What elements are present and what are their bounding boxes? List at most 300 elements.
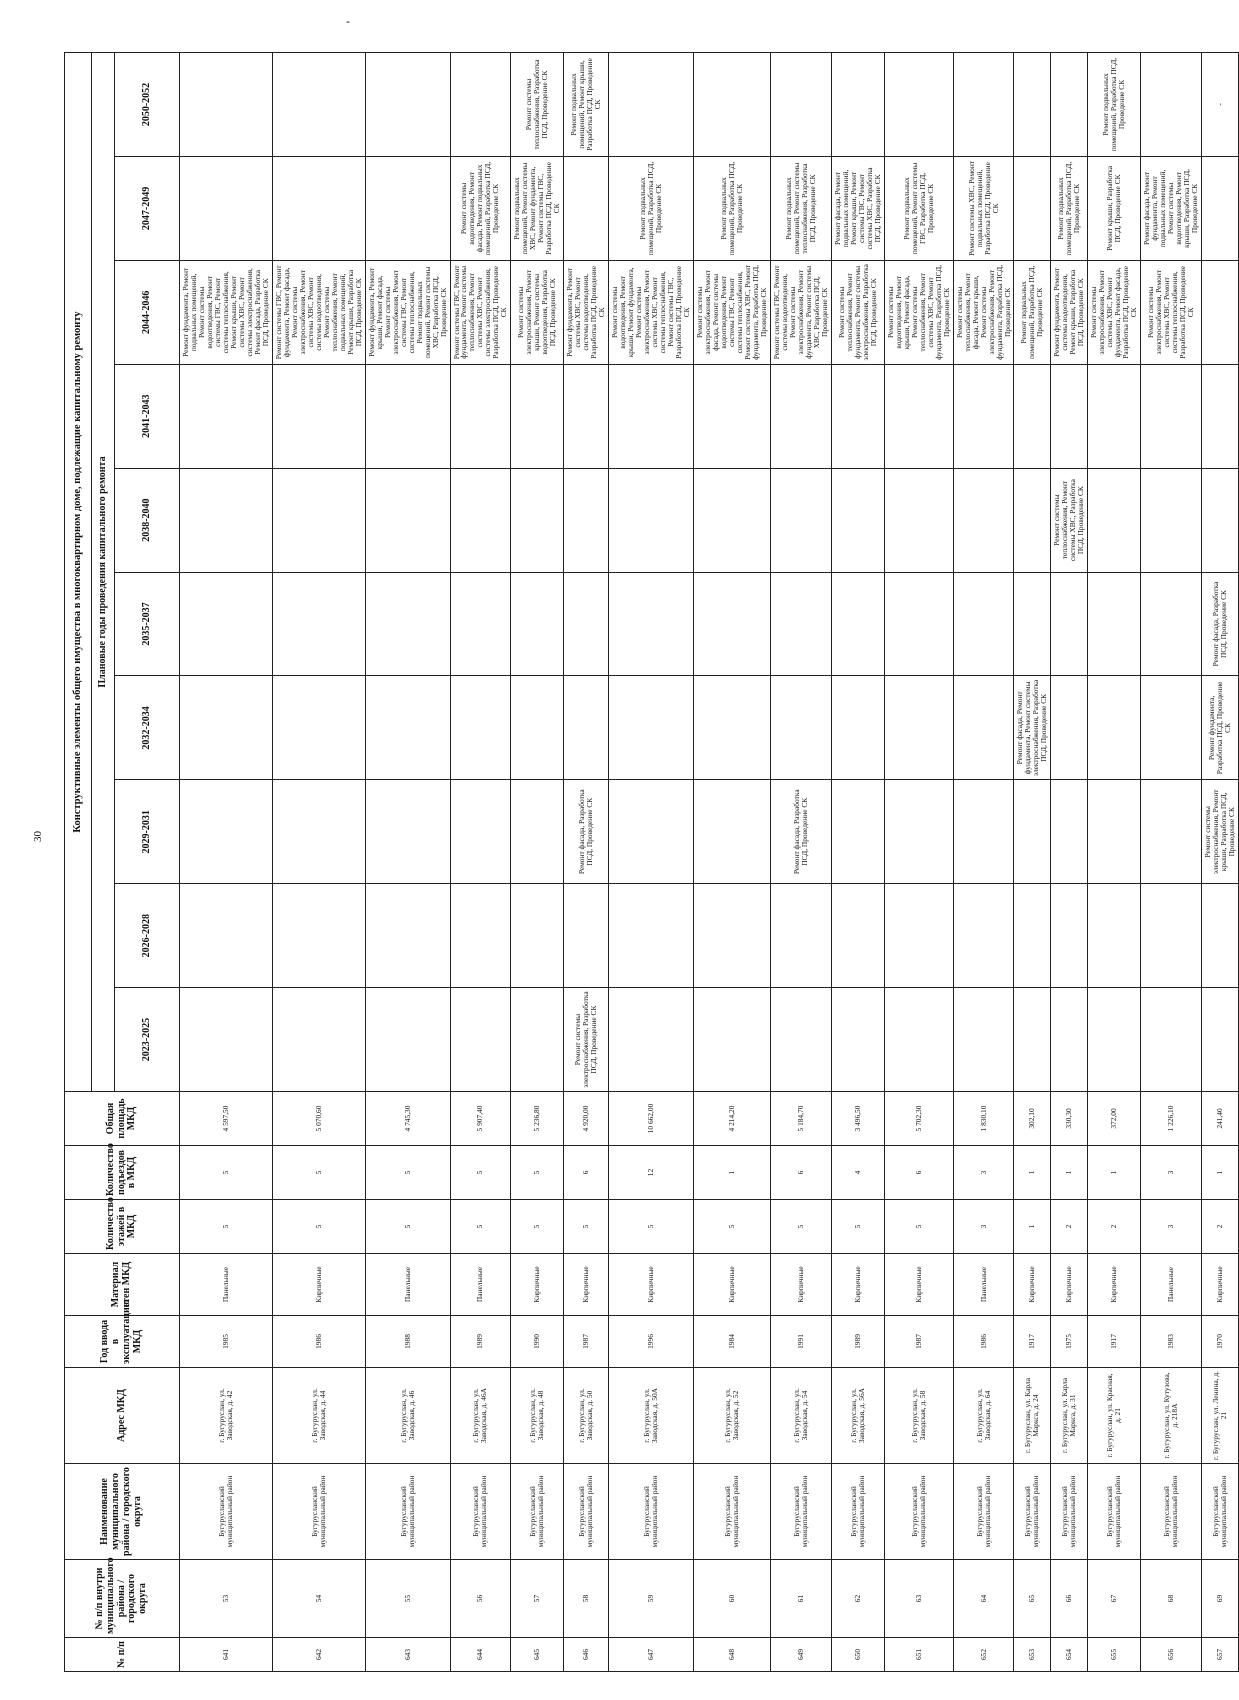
cell-period-works: [694, 468, 771, 572]
cell-period-works: [694, 572, 771, 676]
cell-material: Кирпичные: [272, 1254, 365, 1316]
cell-entrances: 1: [694, 1146, 771, 1200]
cell-period-works: [180, 364, 273, 468]
cell-period-works: [365, 156, 450, 260]
table-row: [609, 53, 694, 1672]
cell-period-works: [1202, 988, 1239, 1092]
cell-period-works: [272, 988, 365, 1092]
col-header-district: Наименование муниципального района / городского округа: [65, 1464, 180, 1560]
cell-period-works: [365, 364, 450, 468]
cell-period-works: [694, 53, 771, 157]
cell-district: Бугурусланский муниципальный район: [953, 1464, 1014, 1560]
cell-period-works: [511, 988, 564, 1092]
cell-period-works: [1014, 53, 1051, 157]
cell-period-works: [953, 468, 1014, 572]
cell-period-works: [1141, 572, 1202, 676]
cell-material: Кирпичные: [1051, 1254, 1088, 1316]
cell-period-works: [272, 676, 365, 780]
cell-entrances: 12: [609, 1146, 694, 1200]
cell-period-works: [953, 676, 1014, 780]
cell-year: 1987: [884, 1316, 953, 1368]
cell-period-works: [272, 780, 365, 884]
rotated-table-container: [64, 52, 1237, 1672]
cell-district: Бугурусланский муниципальный район: [272, 1464, 365, 1560]
cell-area: 4 597,50: [180, 1092, 273, 1146]
cell-period-works: Ремонт подвальных помещений, Разработка ПСД, Проведение СК: [1014, 260, 1051, 364]
cell-no: 652: [953, 1638, 1014, 1672]
cell-period-works: [272, 156, 365, 260]
cell-district: Бугурусланский муниципальный район: [180, 1464, 273, 1560]
cell-period-works: [564, 676, 609, 780]
table-row: [272, 53, 365, 1672]
cell-period-works: [1014, 780, 1051, 884]
cell-no: 649: [770, 1638, 831, 1672]
cell-period-works: [180, 988, 273, 1092]
cell-period-works: [450, 884, 511, 988]
cell-address: г. Бугуруслан, ул. Заводская, д. 42: [180, 1368, 273, 1464]
cell-period-works: [180, 676, 273, 780]
cell-period-works: Ремонт подвальных помещений, Разработка ПСД, Проведение СК: [1088, 53, 1141, 157]
table-row: [770, 53, 831, 1672]
cell-period-works: [831, 988, 884, 1092]
cell-district: Бугурусланский муниципальный район: [609, 1464, 694, 1560]
cell-year: 1990: [511, 1316, 564, 1368]
cell-period-works: [770, 468, 831, 572]
cell-period-works: Ремонт фундамента, Ремонт системы ХВС, Ремонт системы водоотведения, Разработка ПСД, Проведение СК: [564, 260, 609, 364]
cell-floors: 5: [564, 1200, 609, 1254]
cell-period-works: Ремонт фундамента, Ремонт крыши, Ремонт фасада, Ремонт системы электроснабжения, Ремонт системы ГВС, Ремонт системы теплоснабжения, Ремонт подвальных помещений, Ремонт системы ХВС, Разработка ПСД, Проведение СК: [365, 260, 450, 364]
cell-period-works: [450, 572, 511, 676]
cell-floors: 5: [770, 1200, 831, 1254]
cell-period-works: Ремонт подвальных помещений, Разработка ПСД, Проведение СК: [1051, 156, 1088, 260]
cell-period-works: [511, 780, 564, 884]
cell-period-works: [272, 468, 365, 572]
cell-address: г. Бугуруслан, ул. Ленина, д. 21: [1202, 1368, 1239, 1464]
cell-floors: 5: [694, 1200, 771, 1254]
cell-period-works: [1051, 780, 1088, 884]
cell-address: г. Бугуруслан, ул. Красная, д. 21: [1088, 1368, 1141, 1464]
cell-year: 1970: [1202, 1316, 1239, 1368]
cell-area: 4 745,30: [365, 1092, 450, 1146]
cell-period-works: [272, 884, 365, 988]
cell-material: Кирпичные: [564, 1254, 609, 1316]
cell-period-works: Ремонт подвальных помещений, Ремонт системы ГВС, Разработка ПСД, Проведение СК: [884, 156, 953, 260]
cell-period-works: [609, 572, 694, 676]
cell-period-works: [1051, 572, 1088, 676]
cell-period-works: Ремонт фасада, Разработка ПСД, Проведение СК: [564, 780, 609, 884]
cell-period-works: Ремонт системы водоотведения, Ремонт фасада, Ремонт подвальных помещений, Разработка ПСД, Проведение СК: [450, 156, 511, 260]
cell-district: Бугурусланский муниципальный район: [831, 1464, 884, 1560]
cell-inner-no: 61: [770, 1560, 831, 1638]
cell-floors: 5: [511, 1200, 564, 1254]
cell-period-works: [1051, 53, 1088, 157]
col-header-entrances: Количество подъездов в МКД: [65, 1146, 180, 1200]
cell-period-works: [1088, 676, 1141, 780]
cell-entrances: 1: [1051, 1146, 1088, 1200]
col-header-material: Материал стен МКД: [65, 1254, 180, 1316]
cell-period-works: [831, 572, 884, 676]
cell-inner-no: 62: [831, 1560, 884, 1638]
cell-period-works: [180, 572, 273, 676]
table-row: [953, 53, 1014, 1672]
cell-entrances: 5: [511, 1146, 564, 1200]
cell-district: Бугурусланский муниципальный район: [511, 1464, 564, 1560]
cell-period-works: [884, 780, 953, 884]
cell-period-works: Ремонт системы теплоснабжения, Ремонт фундамента, Ремонт системы электроснабжения, Разработка ПСД, Проведение СК: [831, 260, 884, 364]
cell-floors: 5: [272, 1200, 365, 1254]
cell-inner-no: 64: [953, 1560, 1014, 1638]
cell-period-works: [365, 780, 450, 884]
cell-period-works: Ремонт системы теплоснабжения, Разработка ПСД, Проведение СК: [511, 53, 564, 157]
cell-period-works: Ремонт системы электроснабжения, Разработка ПСД, Проведение СК: [564, 988, 609, 1092]
table-row: [564, 53, 609, 1672]
cell-period-works: [953, 53, 1014, 157]
cell-entrances: 3: [953, 1146, 1014, 1200]
cell-material: Кирпичные: [1014, 1254, 1051, 1316]
cell-period-works: [831, 884, 884, 988]
cell-period-works: [450, 676, 511, 780]
cell-period-works: [1088, 884, 1141, 988]
cell-period-works: Ремонт подвальных помещений, Ремонт крыши, Разработка ПСД, Проведение СК: [564, 53, 609, 157]
cell-district: Бугурусланский муниципальный район: [884, 1464, 953, 1560]
cell-address: г. Бугуруслан, ул. Заводская, д. 50А: [609, 1368, 694, 1464]
cell-no: 647: [609, 1638, 694, 1672]
cell-area: 1 830,10: [953, 1092, 1014, 1146]
cell-material: Кирпичные: [884, 1254, 953, 1316]
table-title: Конструктивные элементы общего имущества в многоквартирном доме, подлежащие капитальному ремонту: [65, 53, 92, 1092]
cell-period-works: [450, 468, 511, 572]
cell-period-works: [770, 572, 831, 676]
cell-floors: 2: [1202, 1200, 1239, 1254]
cell-district: Бугурусланский муниципальный район: [1141, 1464, 1202, 1560]
cell-entrances: 6: [884, 1146, 953, 1200]
cell-period-works: Ремонт системы теплоснабжения, Ремонт системы ХВС, Разработка ПСД, Проведение СК: [1051, 468, 1088, 572]
cell-address: г. Бугуруслан, ул. Заводская, д. 46: [365, 1368, 450, 1464]
cell-floors: 5: [365, 1200, 450, 1254]
cell-area: 5 070,60: [272, 1092, 365, 1146]
cell-period-works: Ремонт системы водоотведения, Ремонт крыши, Ремонт фундамента, Ремонт системы электроснабжения, Ремонт системы ХВС, Ремонт системы теплоснабжения, Ремонт системы ГВС, Разработка ПСД, Проведение СК: [609, 260, 694, 364]
cell-period-works: Ремонт фасада, Разработка ПСД, Проведение СК: [1202, 572, 1239, 676]
cell-year: 1989: [450, 1316, 511, 1368]
cell-period-works: [770, 988, 831, 1092]
cell-year: 1989: [831, 1316, 884, 1368]
cell-period-works: [180, 468, 273, 572]
cell-year: 1917: [1088, 1316, 1141, 1368]
cell-period-works: [1051, 884, 1088, 988]
cell-period-works: [1014, 988, 1051, 1092]
cell-period-works: [694, 676, 771, 780]
cell-year: 1983: [1141, 1316, 1202, 1368]
top-mark: -: [346, 14, 350, 28]
cell-entrances: 5: [180, 1146, 273, 1200]
cell-period-works: [511, 468, 564, 572]
col-header-period: 2050-2052: [115, 53, 180, 157]
col-header-year: Год ввода в эксплуатацию МКД: [65, 1316, 180, 1368]
table-row: [180, 53, 273, 1672]
cell-period-works: [831, 780, 884, 884]
cell-inner-no: 53: [180, 1560, 273, 1638]
cell-period-works: [694, 364, 771, 468]
cell-period-works: Ремонт подвальных помещений, Разработка ПСД, Проведение СК: [694, 156, 771, 260]
cell-year: 1988: [365, 1316, 450, 1368]
cell-material: Кирпичные: [1202, 1254, 1239, 1316]
cell-period-works: [1088, 364, 1141, 468]
cell-floors: 5: [831, 1200, 884, 1254]
cell-address: г. Бугуруслан, ул. Карла Маркса, д. 24: [1014, 1368, 1051, 1464]
cell-period-works: [1202, 260, 1239, 364]
cell-area: 5 184,70: [770, 1092, 831, 1146]
cell-period-works: [770, 53, 831, 157]
cell-period-works: [180, 884, 273, 988]
col-header-no: № п/п: [65, 1638, 180, 1672]
cell-no: 651: [884, 1638, 953, 1672]
cell-period-works: [365, 884, 450, 988]
cell-period-works: [770, 364, 831, 468]
cell-period-works: Ремонт фундамента, Ремонт системы водоотведения, Ремонт крыши, Разработка ПСД, Проведение СК: [1051, 260, 1088, 364]
cell-period-works: [1141, 884, 1202, 988]
cell-period-works: [1141, 988, 1202, 1092]
cell-period-works: [365, 676, 450, 780]
cell-address: г. Бугуруслан, ул. Кутузова, д. 218А: [1141, 1368, 1202, 1464]
cell-period-works: Ремонт крыши, Разработка ПСД, Проведение СК: [1088, 156, 1141, 260]
cell-entrances: 6: [770, 1146, 831, 1200]
col-header-period: 2038-2040: [115, 468, 180, 572]
cell-period-works: [1088, 780, 1141, 884]
cell-period-works: [694, 884, 771, 988]
cell-period-works: [953, 572, 1014, 676]
cell-period-works: [953, 780, 1014, 884]
cell-district: Бугурусланский муниципальный район: [770, 1464, 831, 1560]
col-header-period: 2032-2034: [115, 676, 180, 780]
cell-period-works: [1141, 53, 1202, 157]
cell-entrances: 1: [1088, 1146, 1141, 1200]
cell-year: 1917: [1014, 1316, 1051, 1368]
cell-period-works: Ремонт системы электроснабжения, Ремонт фасада, Ремонт системы водоотведения, Ремонт системы ГВС, Ремонт системы теплоснабжения, Ремонт системы ХВС, Ремонт фундамента, Разработка ПСД, Проведение СК: [694, 260, 771, 364]
cell-floors: 5: [450, 1200, 511, 1254]
cell-no: 646: [564, 1638, 609, 1672]
cell-period-works: [564, 156, 609, 260]
cell-period-works: [511, 676, 564, 780]
cell-period-works: [450, 988, 511, 1092]
cell-period-works: Ремонт системы электроснабжения, Ремонт крыши, Ремонт системы водоотведения, Разработка ПСД, Проведение СК: [511, 260, 564, 364]
cell-period-works: [953, 364, 1014, 468]
cell-period-works: Ремонт системы ГВС, Ремонт фундамента, Ремонт системы теплоснабжения, Ремонт системы ХВС, Ремонт системы электроснабжения, Разработка ПСД, Проведение СК: [450, 260, 511, 364]
cell-floors: 2: [1088, 1200, 1141, 1254]
cell-period-works: [511, 364, 564, 468]
cell-period-works: [1014, 468, 1051, 572]
cell-address: г. Бугуруслан, ул. Заводская, д. 52: [694, 1368, 771, 1464]
cell-period-works: [831, 468, 884, 572]
cell-entrances: 1: [1202, 1146, 1239, 1200]
cell-period-works: Ремонт фундамента, Ремонт подвальных помещений, Ремонт системы водоотведения, Ремонт системы ГВС, Ремонт системы теплоснабжения, Ремонт крыши, Ремонт системы ХВС, Ремонт системы электроснабжения, Ремонт фасада, Разработка ПСД, Проведение СК: [180, 260, 273, 364]
cell-no: 648: [694, 1638, 771, 1672]
cell-inner-no: 60: [694, 1560, 771, 1638]
cell-period-works: [1088, 468, 1141, 572]
cell-address: г. Бугуруслан, ул. Заводская, д. 58: [884, 1368, 953, 1464]
cell-floors: 5: [609, 1200, 694, 1254]
cell-inner-no: 54: [272, 1560, 365, 1638]
cell-period-works: [1051, 364, 1088, 468]
cell-period-works: [1202, 156, 1239, 260]
cell-period-works: [884, 988, 953, 1092]
cell-no: 642: [272, 1638, 365, 1672]
cell-period-works: [609, 676, 694, 780]
cell-period-works: [1088, 988, 1141, 1092]
col-header-period: 2047-2049: [115, 156, 180, 260]
cell-period-works: [180, 53, 273, 157]
cell-year: 1987: [564, 1316, 609, 1368]
cell-district: Бугурусланский муниципальный район: [365, 1464, 450, 1560]
cell-year: 1986: [272, 1316, 365, 1368]
cell-period-works: [831, 676, 884, 780]
cell-period-works: [884, 676, 953, 780]
cell-period-works: [884, 53, 953, 157]
cell-period-works: [1051, 676, 1088, 780]
cell-period-works: Ремонт системы ГВС, Ремонт фундамента, Ремонт фасада, Ремонт системы электроснабжения, Ремонт системы ХВС, Ремонт системы водоотведения, Ремонт системы теплоснабжения, Ремонт подвальных помещений, Ремонт крыши, Разработка ПСД, Проведение СК: [272, 260, 365, 364]
cell-floors: 3: [953, 1200, 1014, 1254]
cell-period-works: [884, 572, 953, 676]
cell-period-works: [884, 884, 953, 988]
cell-material: Панельные: [953, 1254, 1014, 1316]
cell-inner-no: 58: [564, 1560, 609, 1638]
cell-no: 643: [365, 1638, 450, 1672]
cell-period-works: [272, 53, 365, 157]
cell-area: 241,40: [1202, 1092, 1239, 1146]
col-header-period: 2029-2031: [115, 780, 180, 884]
cell-period-works: [365, 53, 450, 157]
cell-material: Кирпичные: [511, 1254, 564, 1316]
cell-period-works: [180, 780, 273, 884]
cell-no: 641: [180, 1638, 273, 1672]
cell-inner-no: 66: [1051, 1560, 1088, 1638]
cell-period-works: Ремонт системы электроснабжения, Ремонт крыши, Разработка ПСД, Проведение СК: [1202, 780, 1239, 884]
cell-address: г. Бугуруслан, ул. Заводская, д. 56А: [831, 1368, 884, 1464]
cell-address: г. Бугуруслан, ул. Заводская, д. 64: [953, 1368, 1014, 1464]
cell-address: г. Бугуруслан, ул. Заводская, д. 50: [564, 1368, 609, 1464]
cell-material: Кирпичные: [831, 1254, 884, 1316]
col-header-floors: Количество этажей в МКД: [65, 1200, 180, 1254]
cell-period-works: [1141, 676, 1202, 780]
cell-year: 1975: [1051, 1316, 1088, 1368]
cell-floors: 2: [1051, 1200, 1088, 1254]
cell-material: Кирпичные: [1088, 1254, 1141, 1316]
cell-entrances: 4: [831, 1146, 884, 1200]
cell-district: Бугурусланский муниципальный район: [694, 1464, 771, 1560]
cell-period-works: [365, 468, 450, 572]
cell-period-works: [884, 468, 953, 572]
cell-floors: 5: [180, 1200, 273, 1254]
table-row: [1014, 53, 1051, 1672]
cell-period-works: [450, 780, 511, 884]
cell-address: г. Бугуруслан, ул. Заводская, д. 46А: [450, 1368, 511, 1464]
cell-period-works: [884, 364, 953, 468]
table-row: [831, 53, 884, 1672]
cell-period-works: [831, 364, 884, 468]
cell-period-works: [1202, 468, 1239, 572]
cell-period-works: [1141, 364, 1202, 468]
cell-inner-no: 56: [450, 1560, 511, 1638]
cell-area: 302,10: [1014, 1092, 1051, 1146]
cell-period-works: Ремонт фасада, Ремонт фундамента, Ремонт подвальных помещений, Ремонт системы водоотведения, Ремонт крыши, Разработка ПСД, Проведение СК: [1141, 156, 1202, 260]
cell-period-works: [180, 156, 273, 260]
cell-area: 4 920,00: [564, 1092, 609, 1146]
table-subtitle: Плановые годы проведения капитального ремонта: [92, 53, 115, 1092]
cell-period-works: [1202, 884, 1239, 988]
cell-period-works: Ремонт фундамента, Разработка ПСД, Проведение СК: [1202, 676, 1239, 780]
cell-period-works: [511, 572, 564, 676]
cell-period-works: [953, 884, 1014, 988]
cell-period-works: [365, 572, 450, 676]
cell-entrances: 3: [1141, 1146, 1202, 1200]
cell-inner-no: 67: [1088, 1560, 1141, 1638]
cell-period-works: [564, 884, 609, 988]
cell-district: Бугурусланский муниципальный район: [450, 1464, 511, 1560]
cell-period-works: [564, 364, 609, 468]
cell-period-works: Ремонт системы ГВС, Ремонт системы водоотведения, Ремонт системы электроснабжения, Ремонт фундамента, Ремонт системы ХВС, Разработка ПСД, Проведение СК: [770, 260, 831, 364]
cell-period-works: [694, 780, 771, 884]
cell-entrances: 6: [564, 1146, 609, 1200]
cell-year: 1991: [770, 1316, 831, 1368]
cell-material: Панельные: [180, 1254, 273, 1316]
cell-period-works: [1088, 572, 1141, 676]
cell-period-works: [770, 884, 831, 988]
col-header-period: 2026-2028: [115, 884, 180, 988]
col-header-area: Общая площадь МКД: [65, 1092, 180, 1146]
cell-period-works: [1141, 468, 1202, 572]
cell-period-works: [1014, 884, 1051, 988]
cell-area: 4 214,20: [694, 1092, 771, 1146]
cell-area: 5 702,30: [884, 1092, 953, 1146]
cell-area: 5 907,40: [450, 1092, 511, 1146]
cell-entrances: 5: [365, 1146, 450, 1200]
cell-period-works: [450, 364, 511, 468]
cell-district: Бугурусланский муниципальный район: [1014, 1464, 1051, 1560]
cell-area: 5 236,80: [511, 1092, 564, 1146]
cell-no: 654: [1051, 1638, 1088, 1672]
cell-period-works: [609, 884, 694, 988]
cell-period-works: Ремонт системы водоотведения, Ремонт крыши, Ремонт фасада, Ремонт системы теплоснабжения, Ремонт системы ХВС, Ремонт фундамента, Разработка ПСД, Проведение СК: [884, 260, 953, 364]
cell-period-works: [609, 468, 694, 572]
table-row: [694, 53, 771, 1672]
cell-entrances: 5: [450, 1146, 511, 1200]
cell-period-works: [1202, 364, 1239, 468]
cell-inner-no: 57: [511, 1560, 564, 1638]
table-row: [1051, 53, 1088, 1672]
cell-material: Кирпичные: [770, 1254, 831, 1316]
table-body: [180, 53, 1239, 1672]
cell-inner-no: 68: [1141, 1560, 1202, 1638]
cell-address: г. Бугуруслан, ул. Карла Маркса, д. 31: [1051, 1368, 1088, 1464]
cell-inner-no: 65: [1014, 1560, 1051, 1638]
cell-period-works: [831, 53, 884, 157]
cell-material: Кирпичные: [609, 1254, 694, 1316]
cell-period-works: [564, 468, 609, 572]
cell-no: 645: [511, 1638, 564, 1672]
cell-period-works: Ремонт фасада, Ремонт подвальных помещений, Ремонт крыши, Ремонт системы ГВС, Ремонт системы ХВС, Разработка ПСД, Проведение СК: [831, 156, 884, 260]
cell-period-works: [272, 364, 365, 468]
cell-period-works: [953, 988, 1014, 1092]
table-row: [365, 53, 450, 1672]
table-row: [1088, 53, 1141, 1672]
repair-schedule-table: [64, 52, 1239, 1672]
cell-area: 1 226,10: [1141, 1092, 1202, 1146]
cell-floors: 1: [1014, 1200, 1051, 1254]
cell-no: 656: [1141, 1638, 1202, 1672]
cell-material: Панельные: [1141, 1254, 1202, 1316]
table-row: [1202, 53, 1239, 1672]
cell-period-works: [450, 53, 511, 157]
cell-period-works: [272, 572, 365, 676]
